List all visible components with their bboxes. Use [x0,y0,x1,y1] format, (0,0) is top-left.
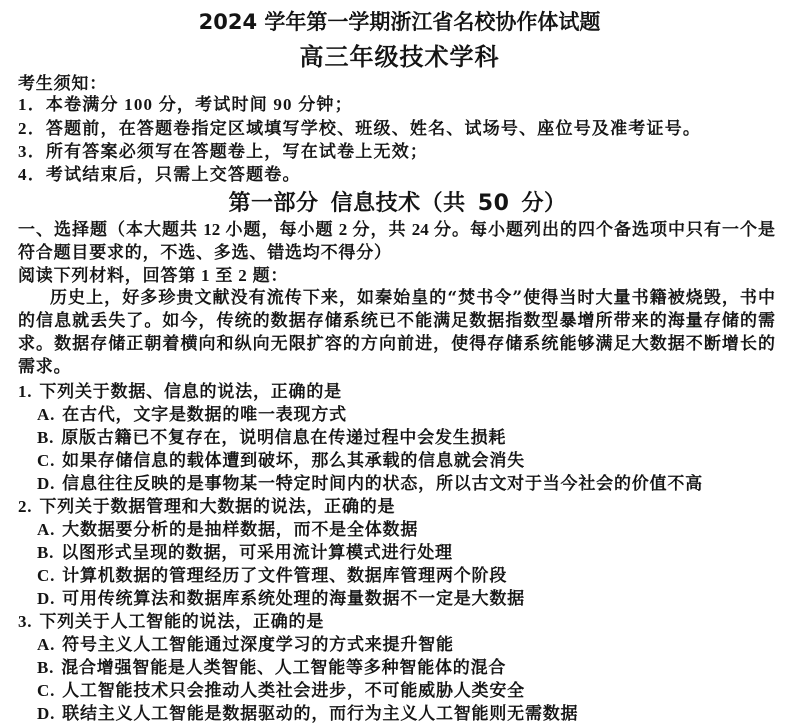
option [37,633,454,656]
option [37,564,507,587]
question-number: 3. [18,612,33,631]
option-label: C. [37,566,56,585]
notice-item: 4．考试结束后，只需上交答题卷。 [18,165,301,184]
option-text: 符号主义人工智能通过深度学习的方式来提升智能 [62,635,454,654]
option [37,403,347,426]
passage-line: 的信息就丢失了。如今，传统的数据存储系统已不能满足数据指数型暴增所带来的海量存储的需 [18,311,775,331]
question-stem [18,610,324,633]
option [37,702,578,725]
option-text: 可用传统算法和数据库系统处理的海量数据不一定是大数据 [62,589,525,608]
option-label: D. [37,704,56,723]
option-text: 联结主义人工智能是数据驱动的，而行为主义人工智能则无需数据 [62,704,579,723]
option-label: A. [37,520,56,539]
passage-line: 求。数据存储正朝着横向和纵向无限扩容的方向前进，使得存储系统能够满足大数据不断增长的 [18,334,775,354]
section-instructions-line: 符合题目要求的，不选、多选、错选均不得分） [18,243,392,262]
option [37,656,506,679]
option [37,541,453,564]
option-text: 如果存储信息的载体遭到破坏，那么其承载的信息就会消失 [62,451,525,470]
option [37,518,418,541]
option-label: B. [37,658,55,677]
option-label: B. [37,428,55,447]
option-label: B. [37,543,55,562]
section-label: 一、选择题 [18,220,108,239]
option-text: 计算机数据的管理经历了文件管理、数据库管理两个阶段 [62,566,508,585]
section-instructions-line [18,218,775,241]
option [37,472,703,495]
notice-item: 2．答题前，在答题卷指定区域填写学校、班级、姓名、试场号、座位号及准考证号。 [18,119,702,138]
option-text: 在古代，文字是数据的唯一表现方式 [62,405,347,424]
option-label: A. [37,635,56,654]
option-text: 人工智能技术只会推动人类社会进步，不可能威胁人类安全 [62,681,525,700]
option-text: 以图形式呈现的数据，可采用流计算模式进行处理 [61,543,453,562]
option [37,679,525,702]
exam-subtitle: 高三年级技术学科 [299,43,500,71]
exam-title: 2024 学年第一学期浙江省名校协作体试题 [198,10,601,34]
option-label: C. [37,681,56,700]
option-text: 原版古籍已不复存在，说明信息在传递过程中会发生损耗 [61,428,507,447]
question-text: 下列关于数据、信息的说法，正确的是 [39,382,342,401]
section-instructions-text: （本大题共 12 小题，每小题 2 分，共 24 分。每小题列出的四个备选项中只有一个是 [108,220,775,239]
notice-item: 3．所有答案必须写在答题卷上，写在试卷上无效； [18,142,429,161]
part-heading: 第一部分 信息技术（共 50 分） [228,191,567,216]
option-label: D. [37,474,56,493]
option-label: C. [37,451,56,470]
reading-prompt: 阅读下列材料，回答第 1 至 2 题： [18,266,289,285]
option-label: D. [37,589,56,608]
question-number: 1. [18,382,33,401]
option-label: A. [37,405,56,424]
passage-line: 历史上，好多珍贵文献没有流传下来，如秦始皇的“焚书令”使得当时大量书籍被烧毁，书中 [50,288,775,308]
option [37,587,525,610]
option-text: 大数据要分析的是抽样数据，而不是全体数据 [62,520,419,539]
passage-line: 需求。 [18,357,72,377]
question-text: 下列关于数据管理和大数据的说法，正确的是 [39,497,396,516]
option-text: 混合增强智能是人类智能、人工智能等多种智能体的混合 [61,658,507,677]
question-text: 下列关于人工智能的说法，正确的是 [39,612,325,631]
option-text: 信息往往反映的是事物某一特定时间内的状态，所以古文对于当今社会的价值不高 [62,474,703,493]
question-stem [18,380,342,403]
option [37,449,525,472]
option [37,426,506,449]
notice-item: 1．本卷满分 100 分，考试时间 90 分钟； [18,95,353,114]
question-number: 2. [18,497,33,516]
notice-heading: 考生须知： [18,74,107,93]
question-stem [18,495,395,518]
